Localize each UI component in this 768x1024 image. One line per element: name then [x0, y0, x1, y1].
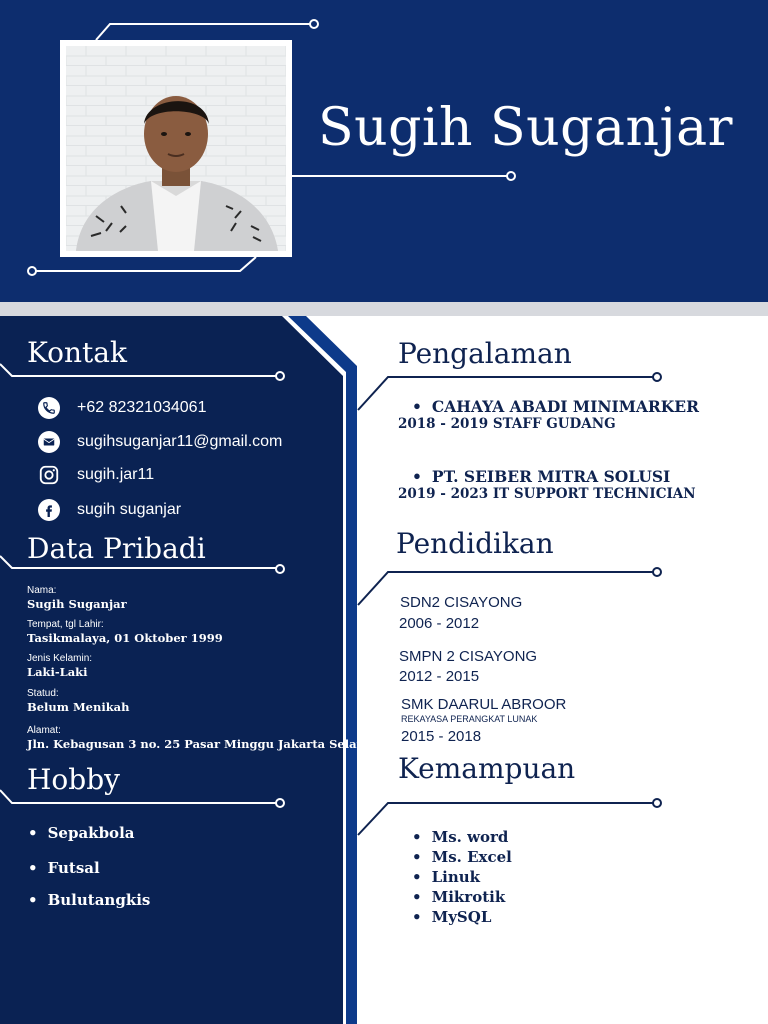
- education-school: SMK DAARUL ABROOR: [401, 696, 567, 713]
- hobby-item: • Bulutangkis: [28, 891, 150, 909]
- education-years: 2006 - 2012: [399, 615, 480, 632]
- experience-detail: 2018 - 2019 STAFF GUDANG: [398, 416, 616, 432]
- hobby-item: • Futsal: [28, 859, 100, 877]
- experience-detail: 2019 - 2023 IT SUPPORT TECHNICIAN: [398, 486, 696, 502]
- field-label-birth: Tempat, tgl Lahir:: [27, 619, 104, 630]
- skill-item: • Linuk: [412, 868, 480, 886]
- field-label-name: Nama:: [27, 585, 57, 596]
- experience-company: • CAHAYA ABADI MINIMARKER: [412, 397, 699, 416]
- contact-facebook: [38, 497, 181, 523]
- education-years: 2015 - 2018: [401, 728, 482, 745]
- contact-phone: [38, 395, 206, 421]
- experience-title: Pengalaman: [398, 337, 572, 370]
- skill-item: • Ms. Excel: [412, 848, 512, 866]
- facebook-icon: [38, 499, 60, 521]
- field-label-status: Statud:: [27, 688, 59, 699]
- education-major: REKAYASA PERANGKAT LUNAK: [401, 714, 538, 724]
- contact-email: [38, 429, 282, 455]
- instagram-text: sugih.jar11: [77, 466, 155, 483]
- skills-title: Kemampuan: [398, 752, 576, 785]
- hobby-title: Hobby: [27, 763, 120, 796]
- personal-title: Data Pribadi: [27, 532, 206, 565]
- contact-title: Kontak: [27, 336, 127, 369]
- field-value-address: Jln. Kebagusan 3 no. 25 Pasar Minggu Jakarta Selatan: [27, 737, 378, 751]
- contact-instagram: [38, 462, 154, 488]
- field-label-gender: Jenis Kelamin:: [27, 653, 93, 664]
- field-value-status: Belum Menikah: [27, 700, 130, 714]
- skill-item: • Ms. word: [412, 828, 508, 846]
- education-title: Pendidikan: [396, 527, 554, 560]
- experience-company: • PT. SEIBER MITRA SOLUSI: [412, 467, 670, 486]
- field-value-birth: Tasikmalaya, 01 Oktober 1999: [27, 631, 223, 645]
- hobby-item: • Sepakbola: [28, 824, 134, 842]
- education-years: 2012 - 2015: [399, 668, 480, 685]
- profile-photo: [66, 46, 286, 251]
- field-value-name: Sugih Suganjar: [27, 597, 127, 611]
- education-school: SMPN 2 CISAYONG: [399, 648, 538, 665]
- skill-item: • Mikrotik: [412, 888, 505, 906]
- email-icon: [38, 431, 60, 453]
- skill-item: • MySQL: [412, 908, 491, 926]
- phone-icon: [38, 397, 60, 419]
- email-text: sugihsuganjar11@gmail.com: [77, 433, 283, 450]
- facebook-text: sugih suganjar: [77, 501, 182, 518]
- field-label-address: Alamat:: [27, 725, 61, 736]
- phone-text: +62 82321034061: [77, 399, 207, 416]
- instagram-icon: [38, 464, 60, 486]
- field-value-gender: Laki-Laki: [27, 665, 88, 679]
- profile-name: Sugih Suganjar: [318, 98, 733, 158]
- education-school: SDN2 CISAYONG: [400, 594, 523, 611]
